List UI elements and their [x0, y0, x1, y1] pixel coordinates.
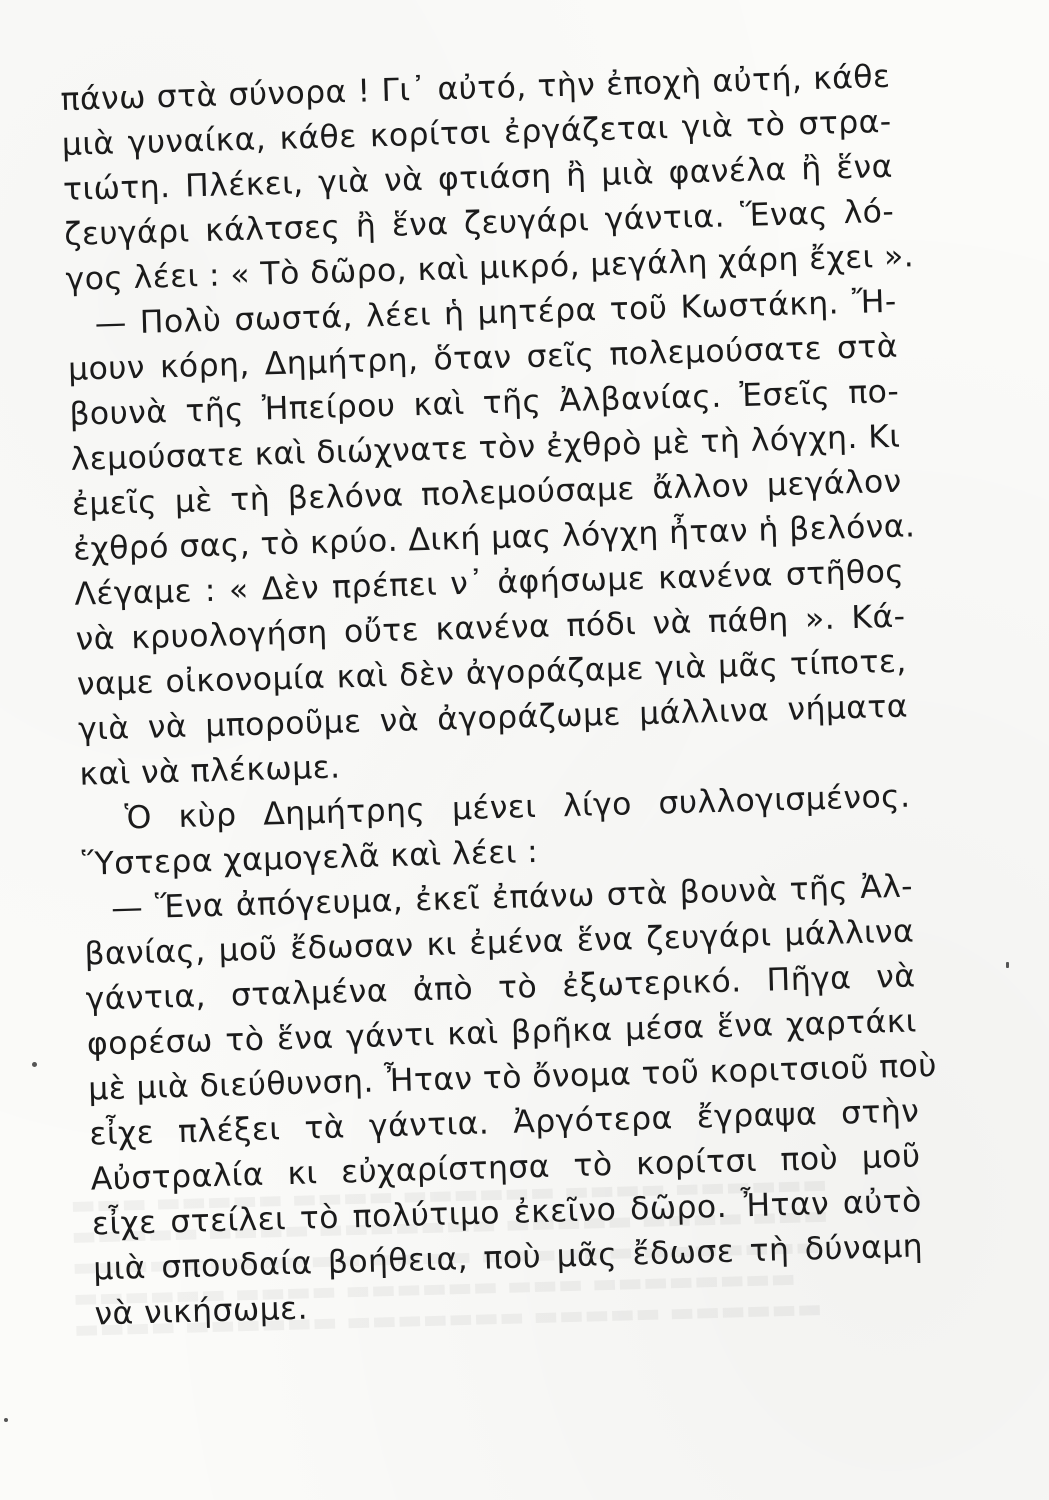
text-line-26: εἶχε στείλει τὸ πολύτιμο ἐκεῖνο δῶρο. Ἦταν αὐτὸ — [91, 1183, 923, 1243]
text-line-20: βανίας, μοῦ ἔδωσαν κι ἐμένα ἕνα ζευγάρι μάλλινα — [83, 913, 915, 973]
text-line-1: πάνω στὰ σύνορα ! Γι᾿ αὐτό, τὴν ἐποχὴ αὐτή, κάθε — [60, 58, 891, 118]
text-line-19: — Ἕνα ἀπόγευμα, ἐκεῖ ἐπάνω στὰ βουνὰ τῆς Ἀλ- — [110, 868, 914, 927]
text-line-14: ναμε οἰκονομία καὶ δὲν ἀγοράζαμε γιὰ μᾶς τίποτε, — [76, 643, 908, 703]
scan-speck — [1006, 962, 1009, 968]
text-line-11: ἐχθρό σας, τὸ κρύο. Δική μας λόγχη ἦταν ἡ βελόνα. — [72, 508, 916, 568]
text-line-22: φορέσω τὸ ἕνα γάντι καὶ βρῆκα μέσα ἕνα χαρτάκι — [86, 1003, 918, 1063]
text-line-5: γος λέει : « Τὸ δῶρο, καὶ μικρό, μεγάλη χάρη ἔχει ». — [65, 238, 915, 298]
text-line-6: — Πολὺ σωστά, λέει ἡ μητέρα τοῦ Κωστάκη. Ἤ- — [94, 283, 898, 343]
text-line-24: εἶχε πλέξει τὰ γάντια. Ἀργότερα ἔγραψα στὴν — [89, 1093, 920, 1153]
text-line-3: τιώτη. Πλέκει, γιὰ νὰ φτιάση ἢ μιὰ φανέλα ἢ ἕνα — [62, 148, 894, 208]
text-line-25: Αὐστραλία κι εὐχαρίστησα τὸ κορίτσι ποὺ μοῦ — [90, 1138, 921, 1198]
text-line-18: Ὕστερα χαμογελᾶ καὶ λέει : — [81, 833, 539, 883]
scan-speck — [32, 1062, 37, 1067]
scan-speck — [4, 1418, 8, 1422]
text-line-2: μιὰ γυναίκα, κάθε κορίτσι ἐργάζεται γιὰ τὸ στρα- — [61, 103, 893, 163]
text-line-28: νὰ νικήσωμε. — [94, 1290, 309, 1333]
text-line-9: λεμούσατε καὶ διώχνατε τὸν ἐχθρὸ μὲ τὴ λόγχη. Κι — [70, 418, 901, 478]
text-line-23: μὲ μιὰ διεύθυνση. Ἦταν τὸ ὄνομα τοῦ κοριτσιοῦ ποὺ — [87, 1047, 938, 1108]
text-line-16: καὶ νὰ πλέκωμε. — [78, 749, 341, 793]
text-line-8: βουνὰ τῆς Ἠπείρου καὶ τῆς Ἀλβανίας. Ἐσεῖς πο- — [68, 373, 900, 433]
text-line-15: γιὰ νὰ μποροῦμε νὰ ἀγοράζωμε μάλλινα νήματα — [77, 688, 909, 748]
text-line-10: ἐμεῖς μὲ τὴ βελόνα πολεμούσαμε ἄλλον μεγάλον — [71, 463, 903, 523]
text-line-13: νὰ κρυολογήση οὔτε κανένα πόδι νὰ πάθη ». Κά- — [75, 598, 906, 658]
text-line-27: μιὰ σπουδαία βοήθεια, ποὺ μᾶς ἔδωσε τὴ δύναμη — [92, 1228, 924, 1288]
text-line-4: ζευγάρι κάλτσες ἢ ἕνα ζευγάρι γάντια. Ἕνας λό- — [63, 193, 895, 253]
text-line-21: γάντια, σταλμένα ἀπὸ τὸ ἐξωτερικό. Πῆγα νὰ — [85, 958, 916, 1018]
text-line-12: Λέγαμε : « Δὲν πρέπει ν᾿ ἀφήσωμε κανένα στῆθος — [73, 553, 905, 613]
text-line-17: Ὁ κὺρ Δημήτρης μένει λίγο συλλογισμένος. — [124, 778, 911, 837]
body-text — [60, 55, 938, 1338]
text-line-7: μουν κόρη, Δημήτρη, ὅταν σεῖς πολεμούσατε στὰ — [67, 328, 899, 388]
